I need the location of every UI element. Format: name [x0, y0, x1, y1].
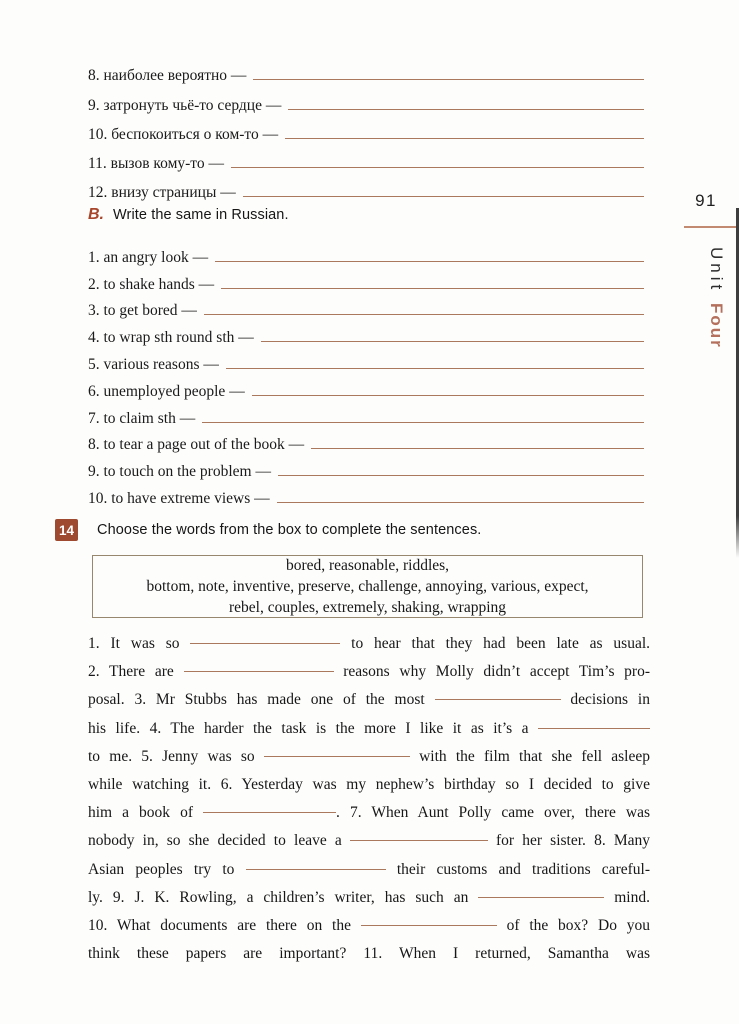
fill-in-blank	[435, 699, 561, 700]
sentence-line	[88, 686, 650, 714]
blank-line	[215, 261, 644, 262]
exercise-14-header	[55, 519, 481, 541]
sentence-line	[88, 799, 650, 827]
blank-line	[231, 167, 644, 168]
vocab-item-label: 4. to wrap sth round sth —	[88, 329, 254, 347]
word-box	[92, 555, 643, 618]
sentence-line	[88, 715, 650, 743]
exercise-number-badge: 14	[55, 519, 78, 541]
vocab-item-row	[88, 267, 646, 294]
vocab-item-row	[88, 115, 646, 144]
blank-line	[311, 448, 644, 449]
sentence-text: him a book of	[88, 804, 204, 822]
section-b-marker: B.	[88, 206, 104, 223]
sentence-text: posal. 3. Mr Stubbs has made one of the most	[88, 691, 435, 709]
unit-label	[706, 247, 726, 349]
vocab-item-row	[88, 454, 646, 481]
sentence-line	[88, 884, 650, 912]
fill-in-blank	[361, 925, 497, 926]
vocab-item-label: 6. unemployed people —	[88, 382, 245, 400]
vocab-item-label: 9. затронуть чьё-то сердце —	[88, 96, 282, 114]
fill-in-blank	[203, 812, 336, 813]
sentence-line	[88, 827, 650, 855]
vocab-item-label: 12. внизу страницы —	[88, 184, 236, 202]
fill-in-blank	[190, 643, 340, 644]
vocab-item-row	[88, 173, 646, 202]
fill-in-blank	[184, 671, 334, 672]
blank-line	[243, 196, 644, 197]
vocab-item-label: 8. to tear a page out of the book —	[88, 436, 305, 454]
blank-line	[204, 314, 644, 315]
sentence-text: think these papers are important? 11. When I returned, Samantha was	[88, 945, 650, 963]
sentence-text: 2. There are	[88, 663, 184, 681]
vocab-item-label: 3. to get bored —	[88, 302, 197, 320]
vocab-item-row	[88, 240, 646, 267]
vocab-item-label: 2. to shake hands —	[88, 275, 215, 293]
fill-in-blank	[538, 728, 650, 729]
blank-line	[277, 502, 644, 503]
fill-in-blank	[264, 756, 410, 757]
sentence-line	[88, 743, 650, 771]
vocab-item-label: 1. an angry look —	[88, 248, 209, 266]
sentence-text: reasons why Molly didn’t accept Tim’s pro-	[333, 663, 650, 681]
blank-line	[253, 79, 644, 80]
sentence-text: decisions in	[560, 691, 650, 709]
section-b-instruction: Write the same in Russian.	[113, 207, 289, 223]
sentence-line	[88, 658, 650, 686]
fill-in-blank	[246, 869, 386, 870]
vocab-item-row	[88, 56, 646, 85]
sentence-text: ly. 9. J. K. Rowling, a children’s writer, has such an	[88, 888, 479, 906]
sentence-text: 1. It was so	[88, 635, 191, 652]
vocab-item-label: 5. various reasons —	[88, 355, 219, 373]
sentence-text: with the film that she fell asleep	[409, 747, 650, 765]
word-box-line: bored, reasonable, riddles,	[285, 557, 450, 574]
unit-name: Four	[707, 303, 726, 350]
blank-line	[221, 288, 644, 289]
vocab-item-row	[88, 428, 646, 455]
vocab-item-row	[88, 481, 646, 508]
vocab-item-row	[88, 320, 646, 347]
blank-line	[226, 368, 644, 369]
fill-in-blank	[478, 897, 604, 898]
sentence-line	[88, 771, 650, 799]
vocab-item-row	[88, 401, 646, 428]
vocab-item-label: 10. to have extreme views —	[88, 489, 270, 507]
sentence-line	[88, 912, 650, 940]
sentence-text: to me. 5. Jenny was so	[88, 747, 264, 765]
blank-line	[288, 109, 644, 110]
sentence-line	[88, 940, 650, 968]
sidebar-rule	[684, 226, 739, 228]
vocab-item-label: 11. вызов кому-то —	[88, 155, 224, 173]
sentence-text: to hear that they had been late as usual.	[340, 635, 650, 652]
fill-in-sentences	[88, 630, 650, 968]
blank-line	[285, 138, 644, 139]
sentence-text: Asian peoples try to	[88, 860, 246, 878]
sentence-line	[88, 630, 650, 658]
vocab-item-row	[88, 144, 646, 173]
sentence-text: his life. 4. The harder the task is the more I like it as it’s a	[88, 719, 538, 737]
vocab-item-label: 7. to claim sth —	[88, 409, 196, 427]
sentence-text: 10. What documents are there on the	[88, 916, 361, 934]
english-phrase-list	[88, 240, 646, 508]
blank-line	[261, 341, 644, 342]
vocab-item-label: 8. наиболее вероятно —	[88, 67, 247, 85]
fill-in-blank	[350, 840, 488, 841]
sentence-text: . 7. When Aunt Polly came over, there was	[336, 804, 650, 822]
sentence-text: their customs and traditions careful-	[385, 860, 650, 878]
vocab-item-row	[88, 294, 646, 321]
sentence-text: for her sister. 8. Many	[487, 832, 650, 850]
sentence-text: of the box? Do you	[496, 916, 650, 934]
sentence-text: nobody in, so she decided to leave a	[88, 832, 350, 850]
sentence-text: mind.	[604, 888, 650, 906]
blank-line	[202, 422, 644, 423]
vocab-item-row	[88, 347, 646, 374]
unit-word: Unit	[707, 247, 726, 294]
russian-phrase-list	[88, 56, 646, 202]
word-box-line: bottom, note, inventive, preserve, challenge, annoying, various, expect,	[146, 578, 589, 595]
page-number: 91	[695, 191, 717, 210]
word-box-line: rebel, couples, extremely, shaking, wrapping	[228, 599, 507, 616]
vocab-item-row	[88, 85, 646, 114]
blank-line	[278, 475, 644, 476]
vocab-item-label: 9. to touch on the problem —	[88, 463, 271, 481]
vocab-item-label: 10. беспокоиться о ком-то —	[88, 125, 279, 143]
sentence-line	[88, 856, 650, 884]
exercise-14-instruction: Choose the words from the box to complete the sentences.	[97, 522, 482, 538]
section-b-header	[88, 206, 289, 224]
sentence-text: while watching it. 6. Yesterday was my nephew’s birthday so I decided to give	[88, 775, 650, 793]
blank-line	[252, 395, 644, 396]
vocab-item-row	[88, 374, 646, 401]
